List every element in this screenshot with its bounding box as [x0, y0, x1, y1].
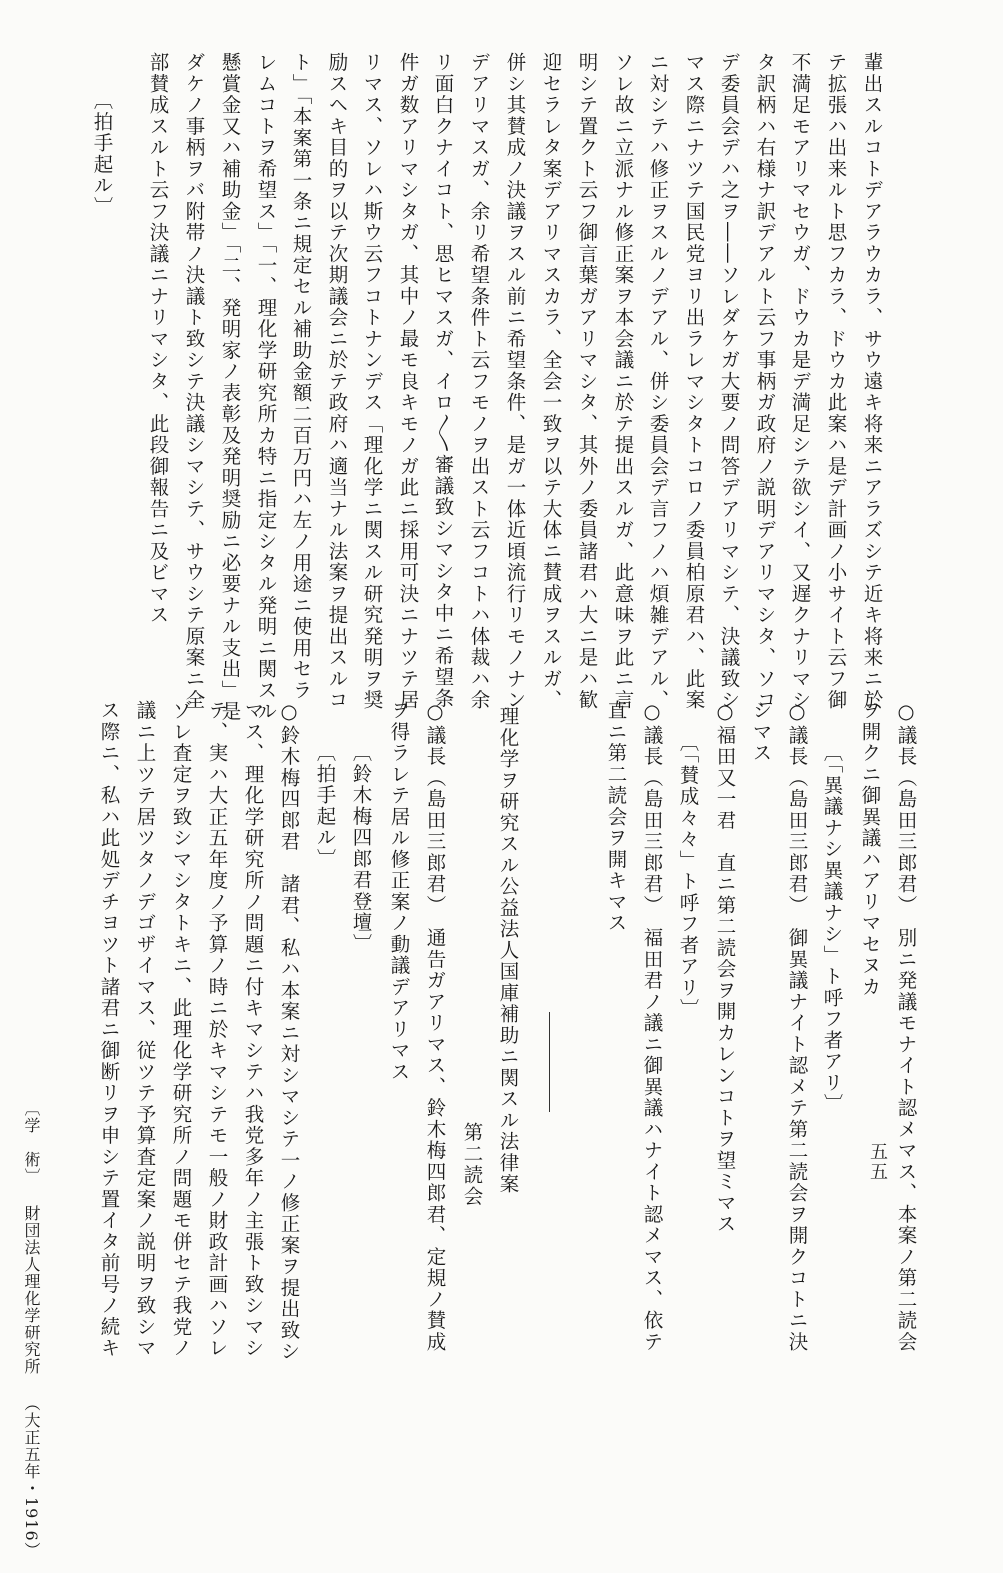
column: ソレ故ニ立派ナル修正案ヲ本会議ニ於テ提出スルガ、此意味ヲ此ニ言	[611, 52, 635, 711]
column: ゾレ査定ヲ致シマシタトキニ、此理化学研究所ノ問題モ併セテ我党ノ	[169, 700, 193, 1359]
footer-category: 〔学 術〕	[22, 1100, 41, 1185]
column: ○福田又一君 直ニ第二読会ヲ開カレンコトヲ望ミマス	[713, 700, 737, 1235]
column: デ委員会デハ之ヲ――ソレダケガ大要ノ問答デアリマシテ、決議致シ	[717, 52, 741, 711]
column: ○議長（島田三郎君） 福田君ノ議ニ御異議ハナイト認メマス、依テ	[640, 700, 664, 1353]
footer-org: 財団法人理化学研究所	[22, 1205, 41, 1376]
column: 〔「賛成々々」ト呼フ者アリ〕	[676, 732, 700, 1020]
column: 輩出スルコトデアラウカラ、サウ遠キ将来ニアラズシテ近キ将来ニ於	[860, 52, 884, 711]
column: ト」「本案第一条ニ規定セル補助金額二百万円ハ左ノ用途ニ使用セラ	[289, 52, 313, 701]
column: マス、理化学研究所ノ問題ニ付キマシテハ我党多年ノ主張ト致シマシ	[241, 700, 265, 1359]
column: 不満足モアリマセウガ、ドウカ是デ満足シテ欲シイ、又遅クナリマシ	[788, 52, 812, 711]
column: 懸賞金又ハ補助金」「二、発明家ノ表彰及発明奨励ニ必要ナル支出」是	[218, 52, 242, 723]
column: 〔拍手起ル〕	[313, 742, 337, 870]
column: 件ガ数アリマシタガ、其中ノ最モ良キモノガ此ニ採用可決ニナツテ居	[396, 52, 420, 711]
column: 明シテ置クト云フ御言葉ガアリマシタ、其外ノ委員諸君ハ大ニ是ハ歓	[575, 52, 599, 711]
column: ○議長（島田三郎君） 通告ガアリマス、鈴木梅四郎君、定規ノ賛成	[423, 700, 447, 1353]
column: ○議長（島田三郎君） 御異議ナイト認メテ第二読会ヲ開クコトニ決	[785, 700, 809, 1353]
running-footer	[20, 1100, 43, 1573]
column: デアリマスガ、余リ希望条件ト云フモノヲ出スト云フコトハ体裁ハ余	[467, 52, 491, 711]
column: 迎セラレタ案デアリマスカラ、全会一致ヲ以テ大体ニ賛成ヲスルガ、	[539, 52, 563, 711]
footer-year: （大正五年・1916）	[22, 1395, 41, 1559]
column: 〔鈴木梅四郎君登壇〕	[349, 742, 373, 955]
page-number: 五五	[867, 1142, 888, 1182]
column: ○議長（島田三郎君） 別ニ発議モナイト認メマス、本案ノ第二読会	[894, 700, 918, 1353]
column: テ、実ハ大正五年度ノ予算ノ時ニ於キマシテモ一般ノ財政計画ハソレ	[205, 700, 229, 1359]
column: テ拡張ハ出来ルト思フカラ、ドウカ此案ハ是デ計画ノ小サイト云フ御	[824, 52, 848, 711]
column: 〔拍手起ル〕	[90, 90, 114, 218]
column: ○鈴木梅四郎君 諸君、私ハ本案ニ対シマシテ一ノ修正案ヲ提出致シ	[277, 700, 301, 1363]
column: ヲ開クニ御異議ハアリマセヌカ	[858, 700, 882, 998]
column: シマス	[749, 700, 773, 764]
column: ダケノ事柄ヲバ附帯ノ決議ト致シテ決議シマシテ、サウシテ原案ニ全	[182, 52, 206, 711]
column: ヲ得ラレテ居ル修正案ノ動議デアリマス	[387, 700, 411, 1083]
bill-title: 理化学ヲ研究スル公益法人国庫補助ニ関スル法律案	[496, 706, 520, 1195]
column: 併シ其賛成ノ決議ヲスル前ニ希望条件、是ガ一体近頃流行リモノナン	[503, 52, 527, 711]
column: 直ニ第二読会ヲ開キマス	[604, 700, 628, 934]
column: ス際ニ、私ハ此処デチヨツト諸君ニ御断リヲ申シテ置イタ前号ノ続キ	[97, 700, 121, 1359]
column: 部賛成スルト云フ決議ニナリマシタ、此段御報告ニ及ビマス	[146, 52, 170, 626]
column: 議ニ上ツテ居ツタノデゴザイマス、従ツテ予算査定案ノ説明ヲ致シマ	[133, 700, 157, 1359]
column: マス際ニナツテ国民党ヨリ出ラレマシタトコロノ委員柏原君ハ、此案	[682, 52, 706, 711]
column: ニ対シテハ修正ヲスルノデアル、併シ委員会デ言フノハ煩雑デアル、	[646, 52, 670, 711]
reading-heading: 第二読会	[460, 1122, 484, 1207]
column: レムコトヲ希望ス」「一、理化学研究所カ特ニ指定シタル発明ニ関スル	[254, 52, 278, 723]
column: 〔「異議ナシ異議ナシ」ト呼フ者アリ〕	[820, 742, 844, 1115]
column: 励スヘキ目的ヲ以テ次期議会ニ於テ政府ハ適当ナル法案ヲ提出スルコ	[325, 52, 349, 711]
divider-rule	[549, 1012, 550, 1112]
column: リマス、ソレハ斯ウ云フコトナンデス「理化学ニ関スル研究発明ヲ奨	[360, 52, 384, 711]
column: タ訳柄ハ右様ナ訳デアルト云フ事柄ガ政府ノ説明デアリマシタ、ソコ	[753, 52, 777, 711]
column: リ面白クナイコト、思ヒマスガ、イロ〱審議致シマシタ中ニ希望条	[431, 52, 455, 709]
